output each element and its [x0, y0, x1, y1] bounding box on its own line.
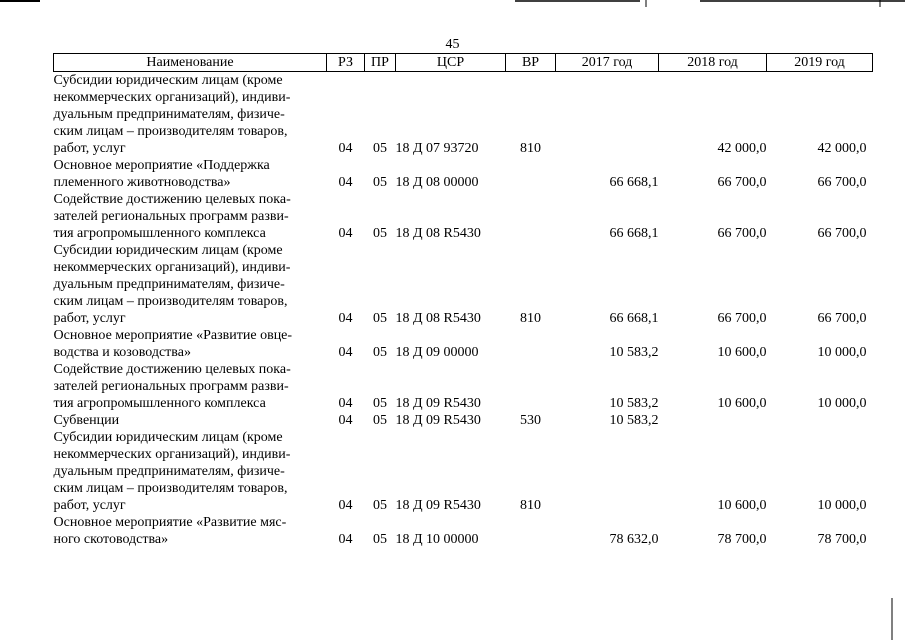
row-pr: 05 [373, 498, 387, 513]
row-pr: 05 [373, 413, 387, 428]
table-row [54, 327, 873, 361]
row-rz: 04 [338, 226, 353, 241]
row-2019: 66 700,0 [817, 226, 867, 241]
row-csr: 18 Д 07 93720 [395, 141, 479, 156]
header-csr: ЦСР [396, 54, 506, 72]
row-2017 [556, 429, 659, 514]
row-name: Основное мероприятие «Поддержка племенного животноводства» [53, 158, 270, 190]
row-name: Субсидии юридическим лицам (кроме некоммерческих организаций), индиви- дуальным предпринимателям, физиче- ским лицам – производителям товаров, работ, услуг [53, 73, 291, 156]
row-2019: 78 700,0 [817, 532, 867, 547]
row-pr: 05 [373, 311, 387, 326]
table-row [54, 412, 873, 429]
table-body [54, 72, 873, 549]
row-2018: 10 600,0 [717, 498, 767, 513]
table-row [54, 191, 873, 242]
row-vr [506, 361, 556, 412]
row-vr: 810 [520, 311, 541, 326]
header-2019: 2019 год [767, 54, 873, 72]
row-2019: 10 000,0 [817, 396, 867, 411]
row-rz: 04 [338, 498, 353, 513]
row-pr: 05 [373, 226, 387, 241]
row-csr: 18 Д 08 R5430 [395, 311, 481, 326]
row-csr: 18 Д 09 R5430 [395, 413, 481, 428]
row-rz: 04 [338, 396, 353, 411]
page-number: 45 [445, 37, 460, 52]
row-2017: 10 583,2 [609, 413, 659, 428]
row-rz: 04 [338, 311, 353, 326]
row-rz: 04 [338, 141, 353, 156]
row-csr: 18 Д 10 00000 [395, 532, 479, 547]
header-row [54, 54, 873, 72]
row-name: Содействие достижению целевых пока- зателей региональных программ разви- тия агропромышленного комплекса [53, 192, 291, 241]
row-name: Основное мероприятие «Развитие овце- водства и козоводства» [53, 328, 293, 360]
header-rz: РЗ [327, 54, 365, 72]
row-rz: 04 [338, 175, 353, 190]
row-vr: 810 [520, 141, 541, 156]
row-2018: 42 000,0 [717, 141, 767, 156]
row-name: Содействие достижению целевых пока- зателей региональных программ разви- тия агропромышленного комплекса [53, 362, 291, 411]
row-csr: 18 Д 09 R5430 [395, 396, 481, 411]
table-header [54, 54, 873, 72]
row-csr: 18 Д 08 00000 [395, 175, 479, 190]
row-2018: 10 600,0 [717, 396, 767, 411]
header-pr: ПР [365, 54, 396, 72]
row-vr [506, 327, 556, 361]
row-pr: 05 [373, 532, 387, 547]
row-2019: 10 000,0 [817, 345, 867, 360]
table-row [54, 361, 873, 412]
row-pr: 05 [373, 141, 387, 156]
row-2017 [556, 72, 659, 158]
row-2017: 66 668,1 [609, 311, 659, 326]
row-2019 [767, 412, 873, 429]
row-2018: 78 700,0 [717, 532, 767, 547]
row-2019: 66 700,0 [817, 175, 867, 190]
table-row [54, 157, 873, 191]
table-row [54, 514, 873, 548]
table-row [54, 72, 873, 158]
row-name: Основное мероприятие «Развитие мяс- ного скотоводства» [53, 515, 287, 547]
table-row [54, 429, 873, 514]
header-vr: ВР [506, 54, 556, 72]
row-vr: 530 [520, 413, 541, 428]
row-2019: 10 000,0 [817, 498, 867, 513]
row-2019: 42 000,0 [817, 141, 867, 156]
row-rz: 04 [338, 413, 353, 428]
header-2018: 2018 год [659, 54, 767, 72]
row-2017: 10 583,2 [609, 396, 659, 411]
row-pr: 05 [373, 396, 387, 411]
row-2017: 66 668,1 [609, 175, 659, 190]
header-2017: 2017 год [556, 54, 659, 72]
row-2018 [659, 412, 767, 429]
budget-table [53, 53, 873, 548]
row-rz: 04 [338, 345, 353, 360]
row-csr: 18 Д 09 00000 [395, 345, 479, 360]
row-vr [506, 191, 556, 242]
header-name: Наименование [54, 54, 327, 72]
row-vr [506, 514, 556, 548]
row-name: Субсидии юридическим лицам (кроме некоммерческих организаций), индиви- дуальным предпринимателям, физиче- ским лицам – производителям товаров, работ, услуг [53, 430, 291, 513]
row-csr: 18 Д 08 R5430 [395, 226, 481, 241]
row-rz: 04 [338, 532, 353, 547]
row-2017: 10 583,2 [609, 345, 659, 360]
row-2018: 10 600,0 [717, 345, 767, 360]
row-vr: 810 [520, 498, 541, 513]
row-2017: 78 632,0 [609, 532, 659, 547]
row-pr: 05 [373, 345, 387, 360]
row-name: Субвенции [53, 413, 120, 428]
row-2018: 66 700,0 [717, 226, 767, 241]
row-2018: 66 700,0 [717, 311, 767, 326]
row-pr: 05 [373, 175, 387, 190]
row-2018: 66 700,0 [717, 175, 767, 190]
row-name: Субсидии юридическим лицам (кроме некоммерческих организаций), индиви- дуальным предпринимателям, физиче- ским лицам – производителям товаров, работ, услуг [53, 243, 291, 326]
row-2019: 66 700,0 [817, 311, 867, 326]
table-row [54, 242, 873, 327]
row-2017: 66 668,1 [609, 226, 659, 241]
row-vr [506, 157, 556, 191]
row-csr: 18 Д 09 R5430 [395, 498, 481, 513]
